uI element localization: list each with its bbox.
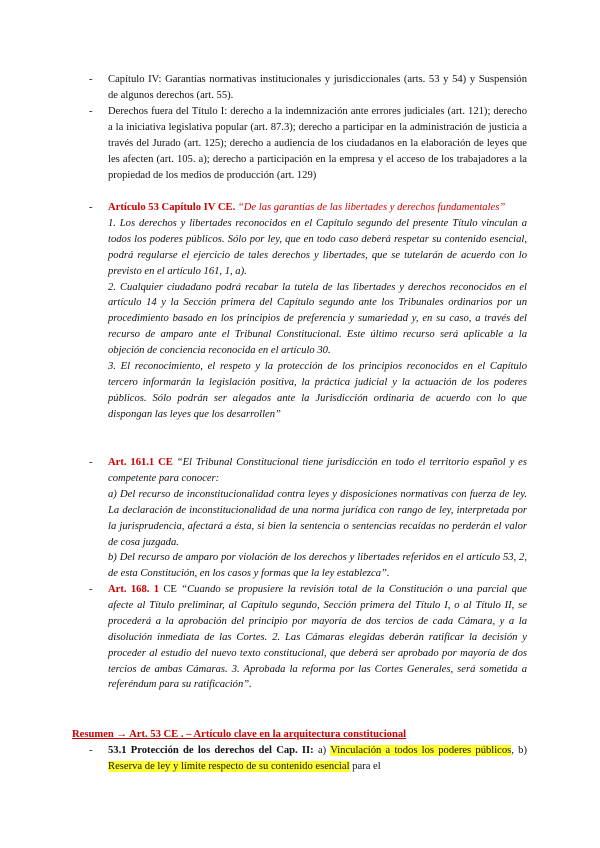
list-item-53-1 bbox=[89, 743, 528, 775]
article-paragraph-2: 2. Cualquier ciudadano podrá recabar la tutela de las libertades y derechos reconocidos en el artículo 14 y la Sección primera del Capítulo segundo ante los Tribunales ordinarios por un procedimiento basado en los principios de preferencia y sumariedad y, en su caso, a través del recurso de amparo ante el Tribunal Constitucional. Este último recurso será aplicable a la objeción de conciencia reconocida en el artículo 30. bbox=[108, 281, 527, 357]
list-item-articulo-168 bbox=[89, 582, 527, 693]
article-paragraph-b: b) Del recurso de amparo por violación de los derechos y libertades referidos en el artículo 53, 2, de esta Constitución, en los casos y formas que la ley establezca”. bbox=[108, 552, 527, 580]
article-paragraph-1: 1. Los derechos y libertades reconocidos en el Capítulo segundo del presente Título vinculan a todos los poderes públicos. Sólo por ley, que en todo caso deberá respetar su contenido esencial, podrá regularse el ejercicio de tales derechos y libertades, que se tutelarán de acuerdo con lo previsto en el artículo 161, 1, a). bbox=[108, 217, 527, 277]
list-item-derechos-fuera bbox=[89, 104, 527, 184]
point-label: 53.1 Protección de los derechos del Cap. II: bbox=[108, 745, 314, 756]
article-paragraph-a: a) Del recurso de inconstitucionalidad contra leyes y disposiciones normativas con fuerza de ley. La declaración de inconstitucionalidad de una norma jurídica con rango de ley, interpretada por la jurisprudencia, afectará a ésta, si bien la sentencia o sentencias recaídas no perderán el valor de cosa juzgada. bbox=[108, 488, 527, 548]
list-item-capitulo-iv bbox=[89, 72, 527, 104]
list-item-articulo-53 bbox=[89, 200, 527, 423]
highlight-a: Vinculación a todos los poderes públicos bbox=[330, 745, 512, 756]
article-title: Artículo 53 Capítulo IV CE. bbox=[108, 202, 236, 213]
point-b-prefix: , b) bbox=[511, 745, 528, 756]
point-a-prefix: a) bbox=[317, 745, 327, 756]
article-title: Art. 161.1 CE bbox=[108, 457, 173, 468]
bullet-marker: - bbox=[89, 584, 93, 595]
article-text: “Cuando se propusiere la revisión total de la Constitución o una parcial que afecte al Título preliminar, al Capítulo segundo, Sección primera del Título I, o al Título II, se procederá a la aprobación del principio por mayoría de dos tercios de cada Cámara, y a la disolución inmediata de las Cortes. 2. Las Cámaras elegidas deberán ratificar la decisión y proceder al estudio del nuevo texto constitucional, que deberá ser aprobado por mayoría de dos tercios de ambas Cámaras. 3. Aprobada la reforma por las Cortes Generales, será sometida a referéndum para su ratificación”. bbox=[108, 584, 527, 691]
bullet-marker: - bbox=[89, 202, 93, 213]
point-tail: para el bbox=[352, 760, 381, 772]
article-title: Art. 168. 1 bbox=[108, 584, 160, 595]
bullet-marker: - bbox=[89, 106, 93, 117]
summary-heading bbox=[72, 727, 532, 743]
article-intro: “El Tribunal Constitucional tiene jurisdicción en todo el territorio español y es competente para conocer: bbox=[108, 457, 527, 484]
bullet-marker: - bbox=[89, 457, 93, 468]
article-paragraph-3: 3. El reconocimiento, el respeto y la protección de los principios reconocidos en el Capítulo tercero informarán la legislación positiva, la práctica judicial y la actuación de los poderes públicos. Sólo podrán ser alegados ante la Jurisdicción ordinaria de acuerdo con lo que dispongan las leyes que los desarrollen” bbox=[108, 361, 527, 420]
article-ce: CE bbox=[163, 584, 177, 595]
list-item-text: Capítulo IV: Garantías normativas institucionales y jurisdiccionales (arts. 53 y 54) y Suspensión de algunos derechos (art. 55). bbox=[108, 74, 527, 101]
article-subtitle: “De las garantías de las libertades y derechos fundamentales” bbox=[237, 202, 506, 213]
list-item-articulo-161 bbox=[89, 455, 527, 582]
bullet-marker: - bbox=[89, 74, 93, 85]
highlight-b: Reserva de ley y límite respecto de su contenido esencial bbox=[108, 760, 350, 772]
bullet-marker: - bbox=[89, 745, 93, 756]
list-item-text: Derechos fuera del Título I: derecho a la indemnización ante errores judiciales (art. 121); derecho a la iniciativa legislativa popular (art. 87.3); derecho a participar en la administración de justicia a través del Jurado (art. 125); derecho a audiencia de los ciudadanos en la elaboración de leyes que les afecten (art. 105. a); derecho a participación en la empresa y el acceso de los trabajadores a la propiedad de los medios de producción (art. 129) bbox=[108, 106, 527, 181]
summary-heading-text: Resumen → Art. 53 CE . – Artículo clave en la arquitectura constitucional bbox=[72, 729, 407, 740]
